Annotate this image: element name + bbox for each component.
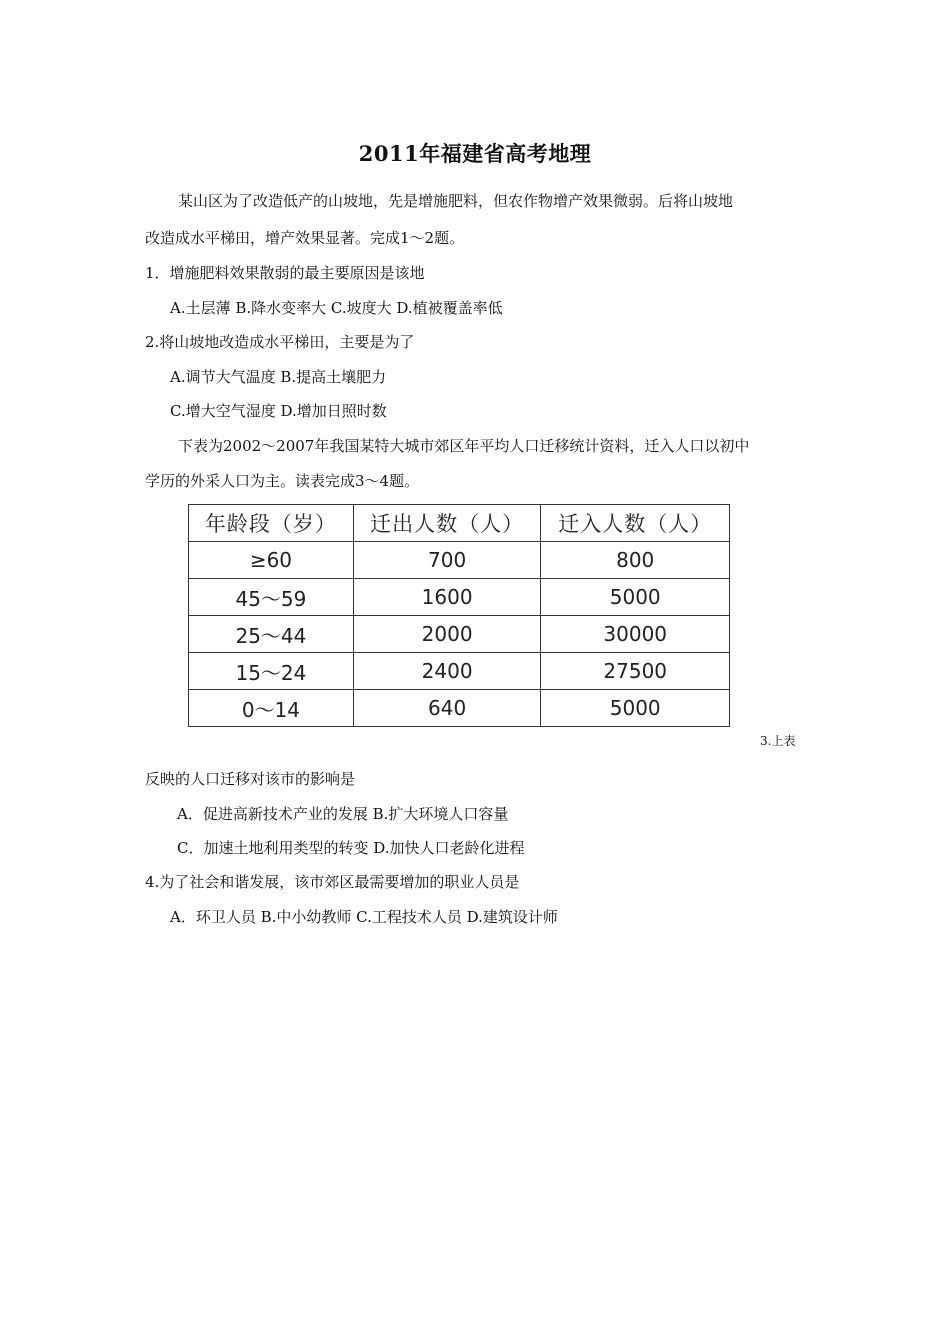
table-row (189, 542, 730, 579)
table-cell: 640 (353, 690, 541, 727)
table-cell: 30000 (541, 616, 730, 653)
table-cell: 45～59 (189, 579, 354, 616)
table-cell: 5000 (541, 690, 730, 727)
table-cell: 1600 (353, 579, 541, 616)
passage1-line1: 某山区为了改造低产的山坡地，先是增施肥料，但农作物增产效果微弱。后将山坡地 (178, 192, 734, 210)
question-3-options-line2: C．加速土地利用类型的转变 D.加快人口老龄化进程 (177, 839, 525, 857)
table-cell: 2000 (353, 616, 541, 653)
question-3-stem: 反映的人口迁移对该市的影响是 (145, 770, 356, 788)
question-1-stem: 1．增施肥料效果散弱的最主要原因是该地 (145, 264, 425, 282)
table-cell: 0～14 (189, 690, 354, 727)
passage2-line2: 学历的外采人口为主。读表完成3～4题。 (145, 472, 420, 490)
passage2-line1: 下表为2002～2007年我国某特大城市郊区年平均人口迁移统计资料，迁入人口以初中 (178, 437, 750, 455)
table-row (189, 690, 730, 727)
migration-table-figure (188, 504, 730, 724)
table-row (189, 653, 730, 690)
table-cell: 5000 (541, 579, 730, 616)
page-title: 2011年福建省高考地理 (358, 141, 592, 166)
question-4-stem: 4.为了社会和谐发展，该市郊区最需要增加的职业人员是 (145, 873, 520, 891)
question-2-options-line2: C.增大空气湿度 D.增加日照时数 (170, 402, 387, 420)
table-cell: 2400 (353, 653, 541, 690)
table-row (189, 579, 730, 616)
table-cell: ≥60 (189, 542, 354, 579)
table-header-row (189, 505, 730, 542)
question-2-options-line1: A.调节大气温度 B.提高土壤肥力 (170, 368, 387, 386)
question-1-options: A.土层薄 B.降水变率大 C.坡度大 D.植被覆盖率低 (170, 299, 503, 317)
question-4-options: A．环卫人员 B.中小幼教师 C.工程技术人员 D.建筑设计师 (170, 908, 558, 926)
table-cell: 27500 (541, 653, 730, 690)
question-3-number-label: 3.上表 (760, 734, 796, 748)
table-cell: 15～24 (189, 653, 354, 690)
question-3-options-line1: A．促进高新技术产业的发展 B.扩大环境人口容量 (177, 805, 509, 823)
question-2-stem: 2.将山坡地改造成水平梯田，主要是为了 (145, 333, 415, 351)
migration-table (188, 504, 730, 727)
table-row (189, 616, 730, 653)
passage1-line2: 改造成水平梯田，增产效果显著。完成1～2题。 (145, 229, 465, 247)
table-cell: 25～44 (189, 616, 354, 653)
table-header-cell: 迁出人数（人） (353, 505, 541, 542)
table-cell: 700 (353, 542, 541, 579)
table-cell: 800 (541, 542, 730, 579)
table-header-cell: 迁入人数（人） (541, 505, 730, 542)
table-header-cell: 年龄段（岁） (189, 505, 354, 542)
